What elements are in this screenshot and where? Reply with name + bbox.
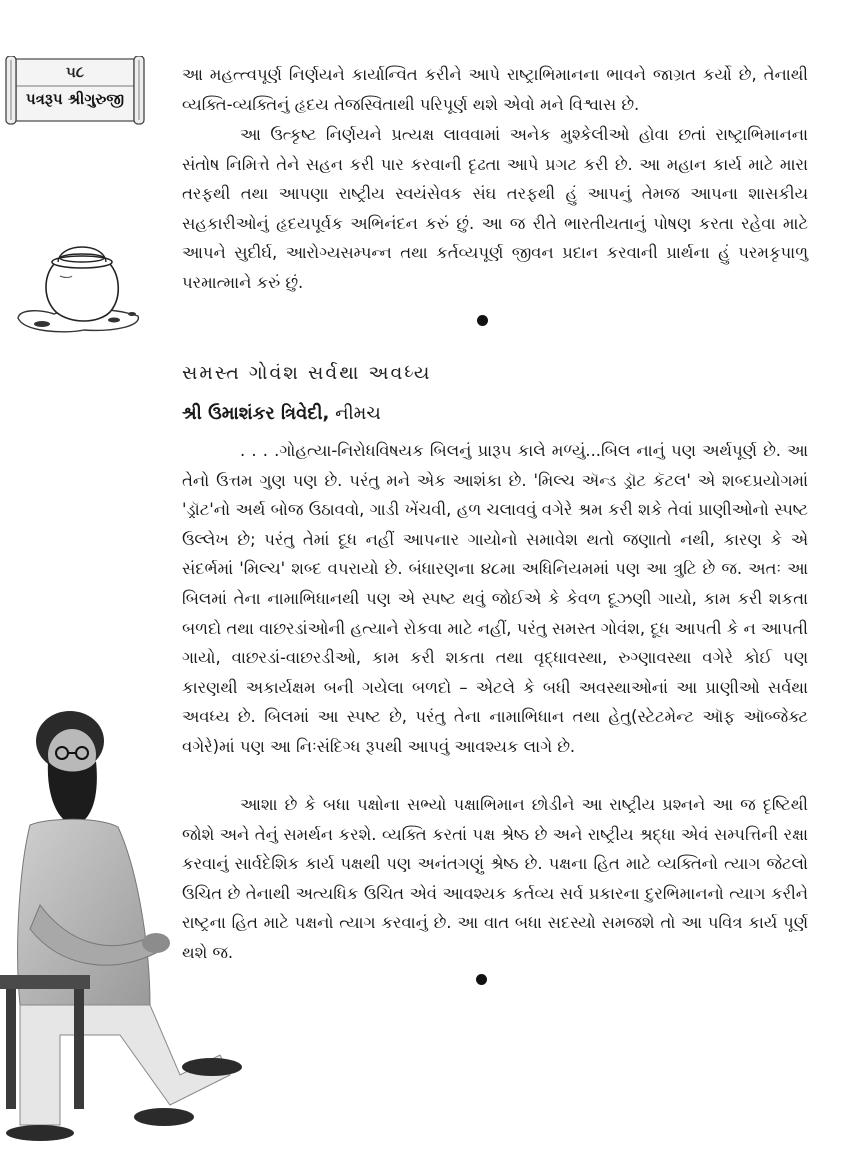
page-header-scroll: [4, 56, 146, 126]
letter-paragraph-2: [182, 120, 808, 298]
section-end-bullet: [476, 974, 487, 985]
author-name: શ્રી ઉમાશંકર ત્રિવેદી,: [182, 403, 330, 424]
paragraph-text: . . . .ગોહત્યા-નિરોધવિષયક બિલનું પ્રારૂપ કાલે મળ્યું...બિલ નાનું પણ અર્થપૂર્ણ છે. આ તેનો ઉત્તમ ગુણ પણ છે. પરંતુ મને એક આશંકા છે. 'મિલ્ચ ઍન્ડ ડ્રૉટ કૅટલ' એ શબ્દપ્રયોગમાં 'ડ્રૉટ'નો અર્થ બોજ ઉઠાવવો, ગાડી ખેંચવી, હળ ચલાવવું વગેરે શ્રમ કરી શકે તેવાં પ્રાણીઓનો સ્પષ્ટ ઉલ્લેખ છે; પરંતુ તેમાં દૂધ નહીં આપનાર ગાયોનો સમાવેશ થતો જણાતો નથી, કારણ કે એ સંદર્ભમાં 'મિલ્ચ' શબ્દ વપરાયો છે. બંધારણના ૪૮મા અધિનિયમમાં પણ આ ત્રુટિ છે જ. અતઃ આ બિલમાં તેના નામાભિધાનથી પણ એ સ્પષ્ટ થવું જોઈએ કે કેવળ દૂઝણી ગાયો, કામ કરી શકતા બળદો તથા વાછરડાંઓની હત્યાને રોકવા માટે નહીં, પરંતુ સમસ્ત ગોવંશ, દૂધ આપતી કે ન આપતી ગાયો, વાછરડાં-વાછરડીઓ, કામ કરી શકતા તથા વૃદ્ધાવસ્થા, રુગ્ણાવસ્થા વગેરે કોઈ પણ કારણથી અકાર્યક્ષમ બની ગયેલા બળદો – એટલે કે બધી અવસ્થાઓનાં આ પ્રાણીઓ સર્વથા અવધ્ય છે. બિલમાં આ સ્પષ્ટ છે, પરંતુ તેના નામાભિધાન તથા હેતુ(સ્ટેટમેન્ટ ઑફ ઑબ્જેક્ટ વગેરે)માં પણ આ નિઃસંદિગ્ધ રૂપથી આપવું આવશ્યક લાગે છે.: [182, 441, 808, 756]
section-divider-bullet: [477, 315, 488, 326]
paragraph-text: આશા છે કે બધા પક્ષોના સભ્યો પક્ષાભિમાન છોડીને આ રાષ્ટ્રીય પ્રશ્નને આ જ દૃષ્ટિથી જોશે અને તેનું સમર્થન કરશે. વ્યક્તિ કરતાં પક્ષ શ્રેષ્ઠ છે અને રાષ્ટ્રીય શ્રદ્ધા એવં સમ્પત્તિની રક્ષા કરવાનું સાર્વદેશિક કાર્ય પક્ષથી પણ અનંતગણું શ્રેષ્ઠ છે. પક્ષના હિત માટે વ્યક્તિનો ત્યાગ જેટલો ઉચિત છે તેનાથી અત્યધિક ઉચિત એવં આવશ્યક કર્તવ્ય સર્વ પ્રકારના દુરભિમાનનો ત્યાગ કરીને રાષ્ટ્રના હિત માટે પક્ષનો ત્યાગ કરવાનું છે. આ વાત બધા સદસ્યો સમજશે તો આ પવિત્ર કાર્ય પૂર્ણ થશે જ.: [182, 795, 808, 962]
byline: [182, 403, 381, 424]
paragraph-text: આ મહત્ત્વપૂર્ણ નિર્ણયને કાર્યાન્વિત કરીને આપે રાષ્ટ્રાભિમાનના ભાવને જાગ્રત કર્યો છે, તેનાથી વ્યક્તિ-વ્યક્તિનું હૃદય તેજસ્વિતાથી પરિપૂર્ણ થશે એવો મને વિશ્વાસ છે.: [182, 65, 808, 114]
section-paragraph-1: [182, 436, 808, 762]
author-place: નીમચ: [335, 403, 381, 424]
pot-illustration-icon: [14, 236, 144, 336]
page-number: ૫૮: [65, 63, 85, 81]
section-paragraph-2: [182, 790, 808, 968]
seated-man-portrait: [0, 705, 260, 1155]
letter-paragraph-1: [182, 60, 808, 119]
running-head: પત્રરૂપ શ્રીગુરુજી: [25, 90, 125, 108]
section-title: સમસ્ત ગોવંશ સર્વથા અવધ્ય: [182, 362, 432, 384]
paragraph-text: આ ઉત્કૃષ્ટ નિર્ણયને પ્રત્યક્ષ લાવવામાં અનેક મુશ્કેલીઓ હોવા છતાં રાષ્ટ્રાભિમાનના સંતોષ નિમિત્તે તેને સહન કરી પાર કરવાની દૃઢતા આપે પ્રગટ કરી છે. આ મહાન કાર્ય માટે મારા તરફથી તથા આપણા રાષ્ટ્રીય સ્વયંસેવક સંઘ તરફથી હું આપનું તેમજ આપના શાસકીય સહકારીઓનું હૃદયપૂર્વક અભિનંદન કરું છું. આ જ રીતે ભારતીયતાનું પોષણ કરતા રહેવા માટે આપને સુદીર્ઘ, આરોગ્યસમ્પન્ન તથા કર્તવ્યપૂર્ણ જીવન પ્રદાન કરવાની પ્રાર્થના હું પરમકૃપાળુ પરમાત્માને કરું છું.: [182, 125, 808, 292]
